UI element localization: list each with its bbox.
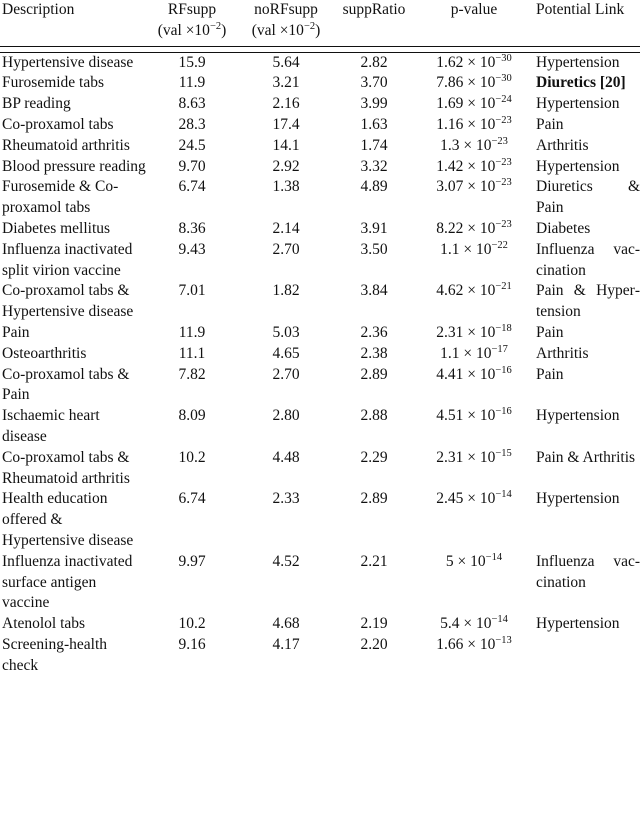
cell-pvalue: $4.41 \times 10^{-16}$ xyxy=(436,364,512,383)
cell-rfsupp: 7.01 xyxy=(178,282,206,300)
cell-rfsupp: 8.63 xyxy=(178,95,206,113)
cell-description: Ischaemic heart disease xyxy=(2,407,100,445)
table-row xyxy=(0,448,640,490)
table-row xyxy=(0,489,640,551)
table-row xyxy=(0,115,640,136)
table-row xyxy=(0,177,640,219)
header-potential-link: Potential Link xyxy=(536,1,625,18)
cell-potential-link: Pain xyxy=(536,323,564,341)
cell-norfsupp: 4.68 xyxy=(272,615,300,633)
cell-description: Hypertensive disease xyxy=(2,53,134,71)
table-row xyxy=(0,94,640,115)
cell-pvalue: $3.07 \times 10^{-23}$ xyxy=(436,177,512,196)
cell-description: Rheumatoid arthritis xyxy=(2,136,130,154)
table-row xyxy=(0,136,640,157)
cell-rfsupp: 9.97 xyxy=(178,552,206,570)
table-row xyxy=(0,281,640,323)
cell-description: Influenza inactivated split virion vaccine xyxy=(2,240,133,279)
cell-potential-link: Diabetes xyxy=(536,219,591,237)
cell-description: Pain xyxy=(2,323,30,341)
cell-pvalue: $1.42 \times 10^{-23}$ xyxy=(436,156,512,175)
cell-potential-link: Diuretics & Pain xyxy=(536,178,640,217)
cell-potential-link: Hypertension xyxy=(536,95,620,113)
header-norfsupp-unit: $(val \times 10^{-2})$ xyxy=(251,20,321,39)
cell-rfsupp: 9.16 xyxy=(178,635,206,653)
table-row xyxy=(0,365,640,407)
cell-norfsupp: 2.70 xyxy=(272,365,300,383)
cell-norfsupp: 5.03 xyxy=(272,323,300,341)
cell-potential-link: Arthritis xyxy=(536,136,589,154)
cell-pvalue: $5 \times 10^{-14}$ xyxy=(445,551,503,570)
cell-rfsupp: 9.70 xyxy=(178,157,206,175)
table-row xyxy=(0,406,640,448)
cell-pvalue: $1.69 \times 10^{-24}$ xyxy=(436,94,512,113)
cell-norfsupp: 17.4 xyxy=(272,115,300,133)
cell-norfsupp: 2.14 xyxy=(272,219,300,237)
cell-norfsupp: 4.48 xyxy=(272,448,300,466)
cell-rfsupp: 9.43 xyxy=(178,240,206,258)
cell-description: Furosemide & Co-proxamol tabs xyxy=(2,178,119,217)
cell-norfsupp: 5.64 xyxy=(272,53,300,71)
cited-link: Diuretics [20] xyxy=(536,74,626,92)
cell-suppratio: 2.29 xyxy=(360,448,388,466)
cell-suppratio: 4.89 xyxy=(360,178,388,196)
cell-rfsupp: 11.9 xyxy=(178,323,206,341)
cell-rfsupp: 24.5 xyxy=(178,136,206,154)
header-suppratio: suppRatio xyxy=(342,1,406,18)
header-rfsupp-unit: $(val \times 10^{-2})$ xyxy=(157,20,227,39)
table-row xyxy=(0,614,640,635)
cell-rfsupp: 28.3 xyxy=(178,115,206,133)
cell-description: Atenolol tabs xyxy=(2,615,86,633)
header-rfsupp: RFsupp xyxy=(167,1,217,18)
cell-norfsupp: 2.80 xyxy=(272,407,300,425)
cell-potential-link xyxy=(534,73,640,94)
cell-pvalue: $1.16 \times 10^{-23}$ xyxy=(436,114,512,133)
cell-rfsupp: 6.74 xyxy=(178,178,206,196)
cell-potential-link: Pain & Hypertension xyxy=(536,282,640,321)
cell-potential-link: Arthritis xyxy=(536,344,589,362)
cell-potential-link: Pain xyxy=(536,115,564,133)
header-description: Description xyxy=(2,1,75,18)
cell-norfsupp: 2.70 xyxy=(272,240,300,258)
cell-suppratio: 2.21 xyxy=(360,552,388,570)
cell-norfsupp: 2.92 xyxy=(272,157,300,175)
cell-pvalue: $2.31 \times 10^{-18}$ xyxy=(436,322,512,341)
cell-rfsupp: 11.1 xyxy=(178,344,206,362)
cell-potential-link: Hypertension xyxy=(536,407,620,425)
cell-suppratio: 3.32 xyxy=(360,157,388,175)
cell-description: Health education offered & Hypertensive disease xyxy=(2,490,134,549)
cell-suppratio: 3.70 xyxy=(360,74,388,92)
cell-pvalue: $7.86 \times 10^{-30}$ xyxy=(436,73,512,92)
table-row xyxy=(0,240,640,282)
cell-suppratio: 3.84 xyxy=(360,282,388,300)
cell-potential-link: Influenza vaccination xyxy=(536,552,640,591)
cell-norfsupp: 4.17 xyxy=(272,635,300,653)
cell-pvalue: $8.22 \times 10^{-23}$ xyxy=(436,218,512,237)
table-row xyxy=(0,344,640,365)
cell-potential-link: Hypertension xyxy=(536,53,620,71)
table-row xyxy=(0,157,640,178)
cell-potential-link xyxy=(534,635,640,677)
cell-potential-link: Influenza vaccination xyxy=(536,240,640,279)
cell-suppratio: 2.19 xyxy=(360,615,388,633)
cell-potential-link: Pain & Arthritis xyxy=(536,448,636,466)
cell-description: Diabetes mellitus xyxy=(2,219,111,237)
cell-norfsupp: 2.33 xyxy=(272,490,300,508)
cell-suppratio: 2.20 xyxy=(360,635,388,653)
cell-norfsupp: 2.16 xyxy=(272,95,300,113)
cell-suppratio: 2.88 xyxy=(360,407,388,425)
cell-suppratio: 1.63 xyxy=(360,115,388,133)
cell-norfsupp: 4.65 xyxy=(272,344,300,362)
cell-description: Co-proxamol tabs xyxy=(2,115,114,133)
cell-norfsupp: 4.52 xyxy=(272,552,300,570)
cell-suppratio: 3.91 xyxy=(360,219,388,237)
table-row xyxy=(0,552,640,614)
cell-pvalue: $1.66 \times 10^{-13}$ xyxy=(436,634,512,653)
cell-suppratio: 2.82 xyxy=(360,53,388,71)
cell-rfsupp: 10.2 xyxy=(178,448,206,466)
cell-norfsupp: 3.21 xyxy=(272,74,300,92)
cell-pvalue: $1.3 \times 10^{-23}$ xyxy=(440,135,508,154)
header-norfsupp: noRFsupp xyxy=(254,1,318,18)
cell-rfsupp: 8.36 xyxy=(178,219,206,237)
table-row xyxy=(0,635,640,677)
cell-rfsupp: 6.74 xyxy=(178,490,206,508)
cell-description: BP reading xyxy=(2,95,71,113)
cell-description: Co-proxamol tabs & Pain xyxy=(2,365,130,404)
cell-description: Furosemide tabs xyxy=(2,74,105,92)
cell-potential-link: Hypertension xyxy=(536,157,620,175)
cell-rfsupp: 11.9 xyxy=(178,74,206,92)
cell-suppratio: 2.89 xyxy=(360,365,388,383)
cell-suppratio: 2.38 xyxy=(360,344,388,362)
cell-pvalue: $4.51 \times 10^{-16}$ xyxy=(436,406,512,425)
cell-suppratio: 2.89 xyxy=(360,490,388,508)
cell-rfsupp: 10.2 xyxy=(178,615,206,633)
table-body xyxy=(0,52,640,676)
cell-description: Influenza inactivated surface antigen vaccine xyxy=(2,552,133,612)
cell-pvalue: $1.62 \times 10^{-30}$ xyxy=(436,52,512,71)
cell-pvalue: $1.1 \times 10^{-22}$ xyxy=(440,239,508,258)
cell-pvalue: $1.1 \times 10^{-17}$ xyxy=(440,343,508,362)
cell-rfsupp: 7.82 xyxy=(178,365,206,383)
cell-description: Co-proxamol tabs & Hypertensive disease xyxy=(2,282,134,321)
cell-suppratio: 1.74 xyxy=(360,136,388,154)
table-row xyxy=(0,219,640,240)
cell-pvalue: $2.31 \times 10^{-15}$ xyxy=(436,447,512,466)
cell-description: Osteoarthritis xyxy=(2,344,87,362)
table-row xyxy=(0,323,640,344)
table-row xyxy=(0,52,640,73)
cell-norfsupp: 14.1 xyxy=(272,136,300,154)
cell-rfsupp: 15.9 xyxy=(178,53,206,71)
cell-potential-link: Pain xyxy=(536,365,564,383)
cell-suppratio: 3.99 xyxy=(360,95,388,113)
cell-pvalue: $5.4 \times 10^{-14}$ xyxy=(440,614,508,633)
cell-description: Co-proxamol tabs & Rheumatoid arthritis xyxy=(2,448,130,487)
header-pvalue: p-value xyxy=(450,1,498,18)
cell-pvalue: $4.62 \times 10^{-21}$ xyxy=(436,281,512,300)
cell-norfsupp: 1.38 xyxy=(272,178,300,196)
cell-suppratio: 3.50 xyxy=(360,240,388,258)
cell-potential-link: Hypertension xyxy=(536,490,620,508)
cell-description: Blood pressure reading xyxy=(2,157,146,175)
cell-description: Screening-health check xyxy=(2,635,108,674)
cell-norfsupp: 1.82 xyxy=(272,282,300,300)
cell-potential-link: Hypertension xyxy=(536,615,620,633)
table-row xyxy=(0,73,640,94)
cell-rfsupp: 8.09 xyxy=(178,407,206,425)
table-header xyxy=(0,0,640,52)
cell-pvalue: $2.45 \times 10^{-14}$ xyxy=(436,489,512,508)
cell-suppratio: 2.36 xyxy=(360,323,388,341)
